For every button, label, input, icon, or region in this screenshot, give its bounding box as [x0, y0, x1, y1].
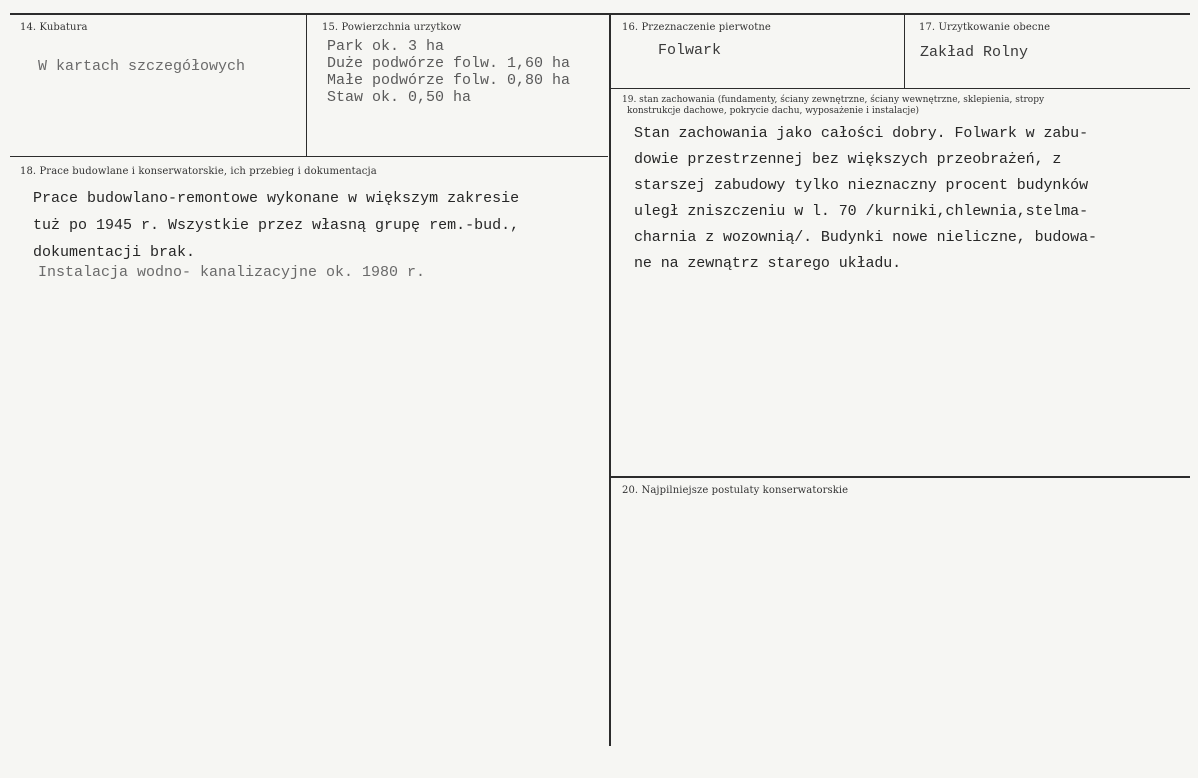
divider-16-17-bottom — [610, 88, 1190, 89]
field-15-line: Staw ok. 0,50 ha — [327, 89, 472, 106]
field-18-line: tuż po 1945 r. Wszystkie przez własną grupę rem.-bud., — [33, 217, 520, 234]
field-14-label: 14. Kubatura — [20, 22, 88, 33]
divider-19-20 — [610, 476, 1190, 478]
field-19-line: starszej zabudowy tylko nieznaczny procent budynków — [634, 177, 1088, 194]
field-20-label: 20. Najpilniejsze postulaty konserwatorskie — [622, 485, 849, 496]
field-18-text — [33, 185, 519, 266]
field-15-label: 15. Powierzchnia urzytkow — [322, 22, 462, 33]
field-19-text — [634, 121, 1097, 277]
field-16-label: 16. Przeznaczenie pierwotne — [622, 22, 771, 33]
field-15-line: Duże podwórze folw. 1,60 ha — [327, 55, 571, 72]
field-15-line: Park ok. 3 ha — [327, 38, 445, 55]
field-19-line: uległ zniszczeniu w l. 70 /kurniki,chlewnia,stelma- — [634, 203, 1088, 220]
field-19-line: ne na zewnątrz starego układu. — [634, 255, 902, 272]
vertical-16-17 — [904, 14, 905, 89]
field-19-label-line2: konstrukcje dachowe, pokrycie dachu, wyposażenie i instalacje) — [627, 106, 920, 116]
field-17-label: 17. Urzytkowanie obecne — [919, 22, 1051, 33]
field-16-value: Folwark — [658, 42, 722, 59]
field-15-values — [327, 38, 570, 106]
field-19-line: charnia z wozownią/. Budynki nowe nieliczne, budowa- — [634, 229, 1097, 246]
field-17-value: Zakład Rolny — [920, 44, 1029, 61]
field-18-label: 18. Prace budowlane i konserwatorskie, ich przebieg i dokumentacja — [20, 166, 377, 177]
field-19-line: Stan zachowania jako całości dobry. Folwark w zabu- — [634, 125, 1088, 142]
field-15-line: Małe podwórze folw. 0,80 ha — [327, 72, 571, 89]
divider-top-row — [10, 156, 608, 157]
vertical-14-15 — [306, 14, 307, 157]
field-19-label-line1: 19. stan zachowania (fundamenty, ściany zewnętrzne, ściany wewnętrzne, sklepienia, stropy — [622, 95, 1045, 105]
vertical-main — [609, 14, 611, 746]
field-18-line: dokumentacji brak. — [33, 244, 196, 261]
field-18-line: Prace budowlano-remontowe wykonane w większym zakresie — [33, 190, 520, 207]
field-19-line: dowie przestrzennej bez większych przeobrażeń, z — [634, 151, 1062, 168]
field-18-extra: Instalacja wodno- kanalizacyjne ok. 1980 r. — [38, 264, 426, 281]
top-border — [10, 13, 1190, 15]
field-14-value: W kartach szczegółowych — [38, 58, 246, 75]
